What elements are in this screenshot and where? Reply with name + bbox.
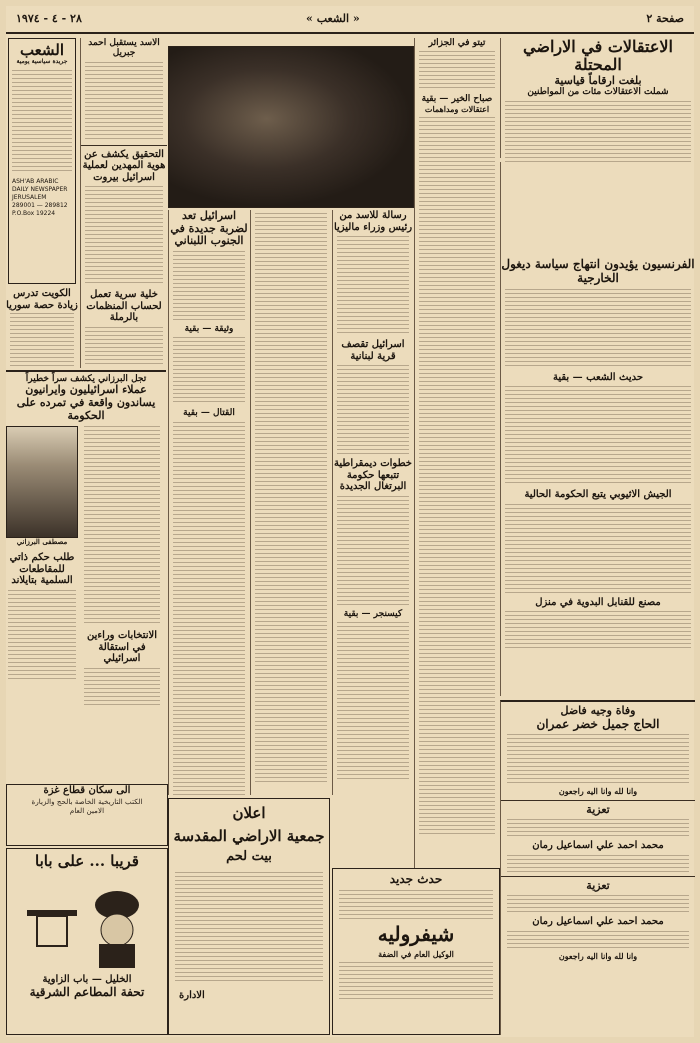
ali-baba-title: قريبا ... على بابا	[35, 852, 139, 870]
obit-body-3	[507, 895, 689, 913]
portugal-headline: خطوات ديمقراطية تتبعها حكومة البرتغال الجديدة	[334, 458, 412, 492]
ali-baba-illustration	[7, 870, 165, 970]
barzani-headline: عملاء اسرائيليون وايرانيون يساندون واقعة في تمرده على الحكومة	[16, 383, 156, 422]
masthead-pobox: P.O.Box 19224	[12, 210, 56, 218]
obit-body-2b	[507, 855, 689, 873]
column-5	[414, 38, 499, 868]
obituaries	[500, 700, 695, 1035]
france-headline: الفرنسيون يؤيدون انتهاج سياسة ديغول الخارجية	[501, 257, 695, 285]
lead-subheadline: بلغت ارقاماً قياسية	[554, 73, 642, 87]
masthead-box	[8, 38, 76, 284]
newspaper-page	[6, 6, 694, 1037]
column-2	[80, 38, 167, 368]
column-3b	[250, 210, 331, 795]
obit-body-3b	[507, 931, 689, 949]
elections-headline: الانتخابات وراءين في استقالة اسرائيلي	[86, 630, 158, 665]
france-body	[505, 289, 691, 369]
obit-title-3: تعزية	[586, 878, 610, 892]
ethiopia-body	[505, 504, 691, 594]
announcement-org: جمعية الاراضي المقدسة	[173, 827, 325, 846]
ali-baba-line: الخليل — باب الزاوية	[42, 974, 132, 986]
portugal-body	[337, 496, 409, 606]
column-4	[332, 210, 413, 795]
lead-headline: الاعتقالات في الاراضي المحتلة	[523, 37, 673, 75]
document-cont-headline: وثيقة — بقية	[184, 323, 234, 334]
good-morning-body	[419, 117, 495, 837]
barzani-body	[84, 426, 160, 626]
obit-name-3: محمد احمد علي اسماعيل رمان	[532, 916, 664, 928]
obit-closing-1: وانا لله وانا اليه راجعون	[558, 786, 638, 797]
bomb-factory-body	[505, 611, 691, 651]
asad-body	[85, 62, 163, 142]
announcement-body	[175, 872, 323, 982]
chevrolet-ad	[332, 868, 500, 1035]
investigation-headline: التحقيق يكشف عن هوية المهدين لعملية اسرائيل بيروت	[82, 148, 166, 183]
page-number: صفحة ٢	[646, 12, 684, 25]
cell-body	[85, 327, 163, 367]
column-3b-body	[255, 213, 327, 783]
thailand-body	[8, 590, 76, 680]
asad-headline: الاسد يستقبل احمد جبريل	[88, 38, 160, 59]
gaza-notice-body: الكتب التاريخية الخاصة بالحج والزيارة	[31, 796, 143, 806]
lead-body	[505, 101, 691, 163]
people-talk-body	[505, 386, 691, 486]
cell-headline: خلية سرية تعمل لحساب المنظمات بالرملة	[86, 289, 162, 324]
lebanon-shelling-body	[337, 365, 409, 455]
tito-body	[419, 51, 495, 91]
chevrolet-kicker: حدث جديد	[389, 872, 443, 886]
paper-name: « الشعب »	[306, 12, 360, 25]
column-1	[6, 38, 78, 368]
masthead-subtitle: جريدة سياسية يومية	[16, 58, 68, 66]
fighting-cont-headline: القتال — بقية	[183, 408, 235, 419]
gaza-notice	[6, 784, 168, 846]
chevrolet-brand: شيفروليه	[377, 921, 455, 946]
masthead-details	[12, 70, 72, 174]
masthead-phones: 289001 — 289812	[12, 202, 68, 210]
lead-deck: شملت الاعتقالات مئات من المواطنين	[527, 87, 669, 98]
barzani-story	[6, 370, 166, 782]
fighting-cont-body	[173, 422, 245, 802]
chevrolet-details	[339, 962, 493, 1002]
kissinger-cont-headline: كيسنجر — بقية	[343, 608, 403, 619]
israel-strike-body	[173, 251, 245, 321]
barzani-photo-caption: مصطفى البرزاني	[16, 537, 68, 547]
column-3	[168, 210, 249, 795]
ethiopia-headline: الجيش الاثيوبي يتبع الحكومة الحالية	[524, 489, 672, 501]
malaysia-headline: رسالة للاسد من رئيس وزراء ماليزيا	[333, 210, 413, 233]
page-header	[6, 6, 694, 34]
announcement	[168, 798, 330, 1035]
obit-title-1: وفاة وجيه فاضل	[560, 704, 636, 717]
obit-name-1: الحاج جميل خضر عمران	[536, 716, 660, 731]
chevrolet-text	[339, 890, 493, 920]
lebanon-shelling-headline: اسرائيل تقصف قرية لبنانية	[341, 339, 405, 362]
israel-strike-headline: اسرائيل تعد لضربة جديدة في الجنوب اللبناني	[170, 209, 248, 248]
barzani-kicker: تجل البرزاني يكشف سراً خطيراً	[25, 374, 147, 384]
announcement-sign: الادارة	[179, 990, 205, 1002]
people-talk-headline: حديث الشعب — بقية	[552, 371, 644, 383]
elections-body	[84, 668, 160, 708]
announcement-city: بيت لحم	[226, 848, 272, 864]
masthead-title: الشعب	[19, 41, 65, 59]
tito-headline: تيتو في الجزائر	[428, 38, 486, 48]
obit-title-2: تعزية	[586, 802, 610, 816]
issue-date: ٢٨ - ٤ - ١٩٧٤	[16, 12, 82, 25]
kuwait-headline: الكويت تدرس زيادة حصة سوريا	[6, 288, 78, 311]
barzani-photo	[6, 426, 78, 538]
arrests-subhead: اعتقالات ومداهمات	[424, 103, 490, 114]
investigation-body	[85, 186, 163, 286]
bomb-factory-headline: مصنع للقنابل البدوية في منزل	[535, 596, 661, 608]
gaza-notice-sign: الامين العام	[69, 805, 105, 815]
thailand-headline: طلب حكم ذاتي للمقاطعات السلمية بتايلاند	[9, 552, 75, 587]
masthead-english: ASH'AB ARABIC DAILY NEWSPAPER JERUSALEM	[12, 178, 68, 202]
chevrolet-agent: الوكيل العام في الضفة	[378, 948, 454, 959]
column-6	[500, 162, 695, 696]
malaysia-body	[337, 236, 409, 336]
news-photo	[168, 46, 414, 208]
obit-body-2	[507, 819, 689, 837]
obit-name-2: محمد احمد علي اسماعيل رمان	[532, 840, 664, 852]
lead-story	[500, 38, 695, 158]
announcement-title: اعلان	[232, 804, 266, 822]
obit-closing-3: وانا لله وانا اليه راجعون	[558, 950, 638, 961]
kissinger-cont-body	[337, 622, 409, 782]
ali-baba-tagline: تحفة المطاعم الشرقية	[29, 984, 145, 999]
obit-body-1	[507, 734, 689, 784]
kuwait-body	[10, 313, 74, 369]
gaza-notice-title: الى سكان قطاع غزة	[43, 785, 131, 796]
document-cont-body	[173, 337, 245, 405]
good-morning-headline: صباح الخير — بقية	[421, 94, 493, 105]
ali-baba-ad	[6, 848, 168, 1035]
